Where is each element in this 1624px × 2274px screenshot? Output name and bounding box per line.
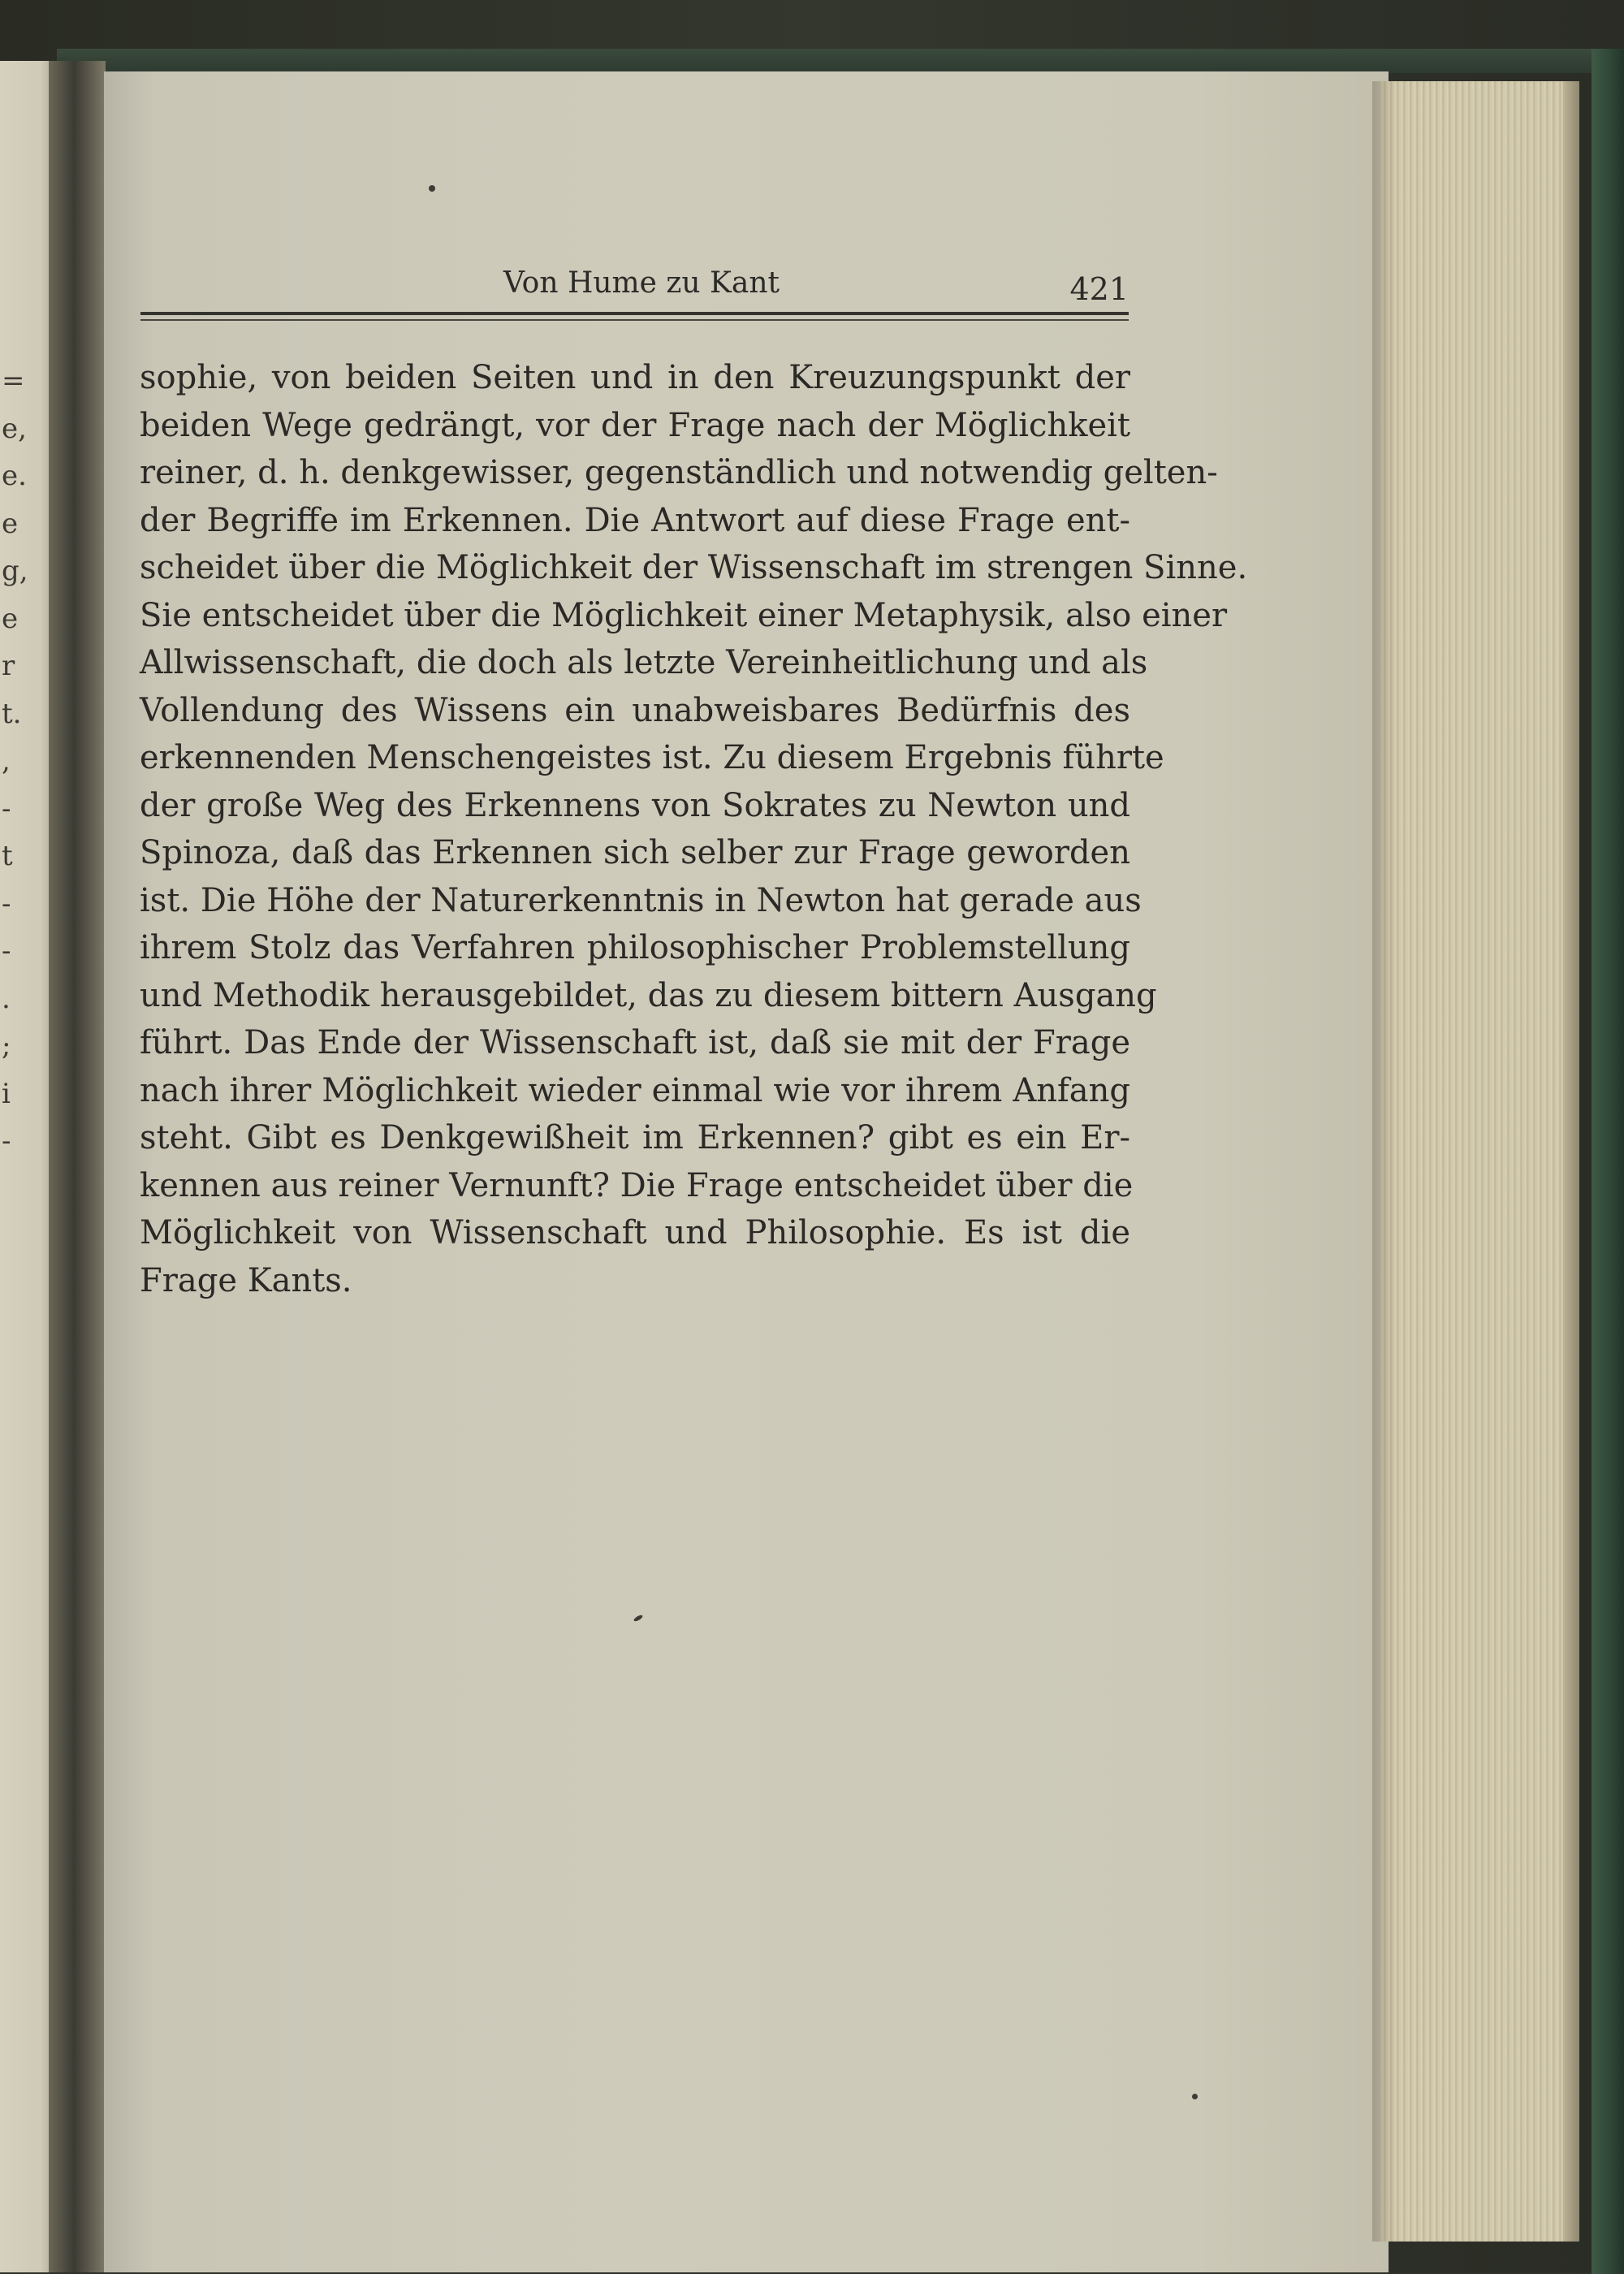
text-line: Sie entscheidet über die Möglichkeit einer Metaphysik, also einer — [140, 596, 1228, 634]
fragment: i — [2, 1077, 11, 1110]
fragment: - — [2, 935, 11, 967]
facing-page-fragments — [2, 357, 26, 1165]
header-rule-thin — [140, 319, 1129, 321]
running-head: Von Hume zu Kant — [503, 266, 780, 300]
fragment: t — [2, 840, 13, 872]
fragment: t. — [2, 697, 22, 730]
text-line: Spinoza, daß das Erkennen sich selber zur Frage geworden — [140, 834, 1130, 871]
fragment: e, — [2, 412, 27, 445]
book-gutter — [49, 61, 106, 2272]
text-line: führt. Das Ende der Wissenschaft ist, daß sie mit der Frage — [140, 1024, 1130, 1061]
text-line: Möglichkeit von Wissenschaft und Philosophie. Es ist die — [140, 1214, 1130, 1252]
text-line: steht. Gibt es Denkgewißheit im Erkennen? gibt es ein Er- — [140, 1119, 1130, 1156]
cover-top-edge — [57, 49, 1600, 73]
text-line: reiner, d. h. denkgewisser, gegenständlich und notwendig gelten- — [140, 454, 1218, 491]
text-line: ist. Die Höhe der Naturerkenntnis in Newton hat gerade aus — [140, 881, 1142, 919]
header-rule-thick — [140, 312, 1129, 315]
text-line: erkennenden Menschengeistes ist. Zu diesem Ergebnis führte — [140, 739, 1164, 776]
text-line: ihrem Stolz das Verfahren philosophischer Problemstellung — [140, 929, 1130, 966]
paper-speck — [429, 185, 435, 192]
page-block-shadow — [1372, 81, 1397, 2242]
text-line: der große Weg des Erkennens von Sokrates zu Newton und — [140, 786, 1130, 824]
fragment: . — [2, 982, 11, 1015]
page-block-edge — [1380, 81, 1569, 2242]
text-line: scheidet über die Möglichkeit der Wissenschaft im strengen Sinne. — [140, 549, 1248, 586]
fragment: = — [2, 365, 25, 397]
paper-speck — [1192, 2094, 1198, 2099]
page-block-outer-edge — [1563, 81, 1579, 2242]
text-line: nach ihrer Möglichkeit wieder einmal wie vor ihrem Anfang — [140, 1071, 1130, 1109]
text-line: beiden Wege gedrängt, vor der Frage nach der Möglichkeit — [140, 406, 1130, 444]
fragment: - — [2, 887, 11, 920]
fragment: e — [2, 507, 19, 540]
text-line: der Begriffe im Erkennen. Die Antwort auf diese Frage ent- — [140, 501, 1130, 539]
fragment: , — [2, 745, 11, 777]
fragment: e — [2, 602, 19, 635]
fragment: - — [2, 792, 11, 825]
text-line: Allwissenschaft, die doch als letzte Vereinheitlichung und als — [140, 644, 1148, 681]
fragment: - — [2, 1125, 11, 1157]
text-line: kennen aus reiner Vernunft? Die Frage entscheidet über die — [140, 1166, 1134, 1204]
text-line: sophie, von beiden Seiten und in den Kreuzungspunkt der — [140, 359, 1130, 396]
page-number: 421 — [1069, 271, 1129, 307]
text-line: Vollendung des Wissens ein unabweisbares Bedürfnis des — [140, 691, 1130, 729]
fragment: g, — [2, 555, 28, 587]
text-line: und Methodik herausgebildet, das zu diesem bittern Ausgang — [140, 976, 1157, 1014]
cover-spine-edge — [1592, 49, 1624, 2274]
fragment: r — [2, 650, 15, 682]
text-line: Frage Kants. — [140, 1261, 352, 1299]
body-text — [140, 354, 1248, 1304]
fragment: ; — [2, 1030, 11, 1062]
fragment: e. — [2, 460, 27, 492]
